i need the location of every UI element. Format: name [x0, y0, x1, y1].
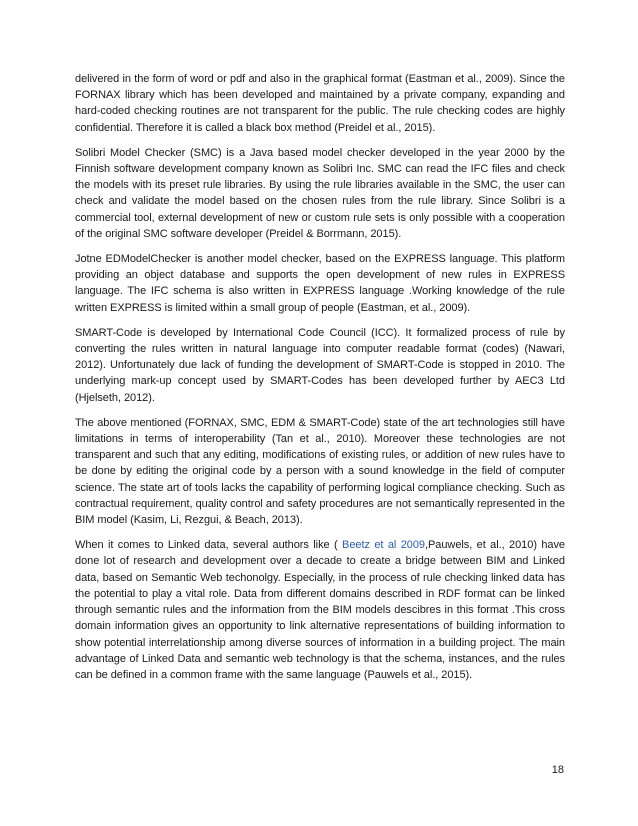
paragraph-solibri: Solibri Model Checker (SMC) is a Java based model checker developed in the year 2000 by the Finnish software development company known as Solibri Inc. SMC can read the IFC files and check the models with its preset rule libraries. By using the rule libraries available in the SMC, the user can check and validate the model based on the chosen rules from the rule library. Since Solibri is a commercial tool, external development of new or custom rule sets is only possible with a cooperation of the original SMC software developer (Preidel & Borrmann, 2015).	[75, 146, 565, 240]
citation-link[interactable]: Beetz et al 2009	[342, 539, 425, 552]
paragraph-limitations: The above mentioned (FORNAX, SMC, EDM & SMART-Code) state of the art technologies still have limitations in terms of interoperability (Tan et al., 2010). Moreover these technologies are not transparent and such that any editing, modifications of existing rules, or addition of new rules have to be done by editing the original code by a person with a sound knowledge in the field of computer science. The state art of tools lacks the capability of performing logical compliance checking. Such as contractual requirement, quality control and safety procedures are not semantically represented in the BIM model (Kasim, Li, Rezgui, & Beach, 2013).	[75, 416, 565, 527]
page-number: 18	[551, 764, 564, 776]
paragraph-smart-code: SMART-Code is developed by International Code Council (ICC). It formalized process of rule by converting the rules written in natural language into computer readable format (codes) (Nawari, 2012). Unfortunately due lack of funding the development of SMART-Code is stopped in 2010. The underlying mark-up concept used by SMART-Codes has been developed further by AEC3 Ltd (Hjelseth, 2012).	[75, 326, 565, 404]
paragraph-linked-data	[75, 537, 565, 683]
linked-data-text-rest: ,Pauwels, et al., 2010) have done lot of research and development over a decade to create a bridge between BIM and Linked data, based on Semantic Web techonolgy. Especially, in the process of rule checking linked data has the potential to play a vital role. Data from different domains described in RDF format can be linked through semantic rules and the information from the BIM models descibres in this format .This cross domain information gives an opportunity to link alternative representations of building information to show potential interrelationship among diverse sources of information in a building project. The main advantage of Linked Data and semantic web technology is that the schema, instances, and the rules can be defined in a common frame with the same language (Pauwels et al., 2015).	[75, 539, 566, 681]
page-body	[75, 71, 565, 692]
paragraph-jotne: Jotne EDModelChecker is another model checker, based on the EXPRESS language. This platform providing an object database and supports the open development of new rules in EXPRESS language. The IFC schema is also written in EXPRESS language .Working knowledge of the rule written EXPRESS is limited within a small group of people (Eastman, et al., 2009).	[75, 253, 565, 314]
linked-data-text-start: When it comes to Linked data, several authors like (	[75, 539, 343, 552]
paragraph-fornax: delivered in the form of word or pdf and also in the graphical format (Eastman et al., 2009). Since the FORNAX library which has been developed and maintained by a private company, expanding and hard-coded checking routines are not transparent for the public. The rule checking codes are highly confidential. Therefore it is called a black box method (Preidel et al., 2015).	[75, 73, 565, 134]
